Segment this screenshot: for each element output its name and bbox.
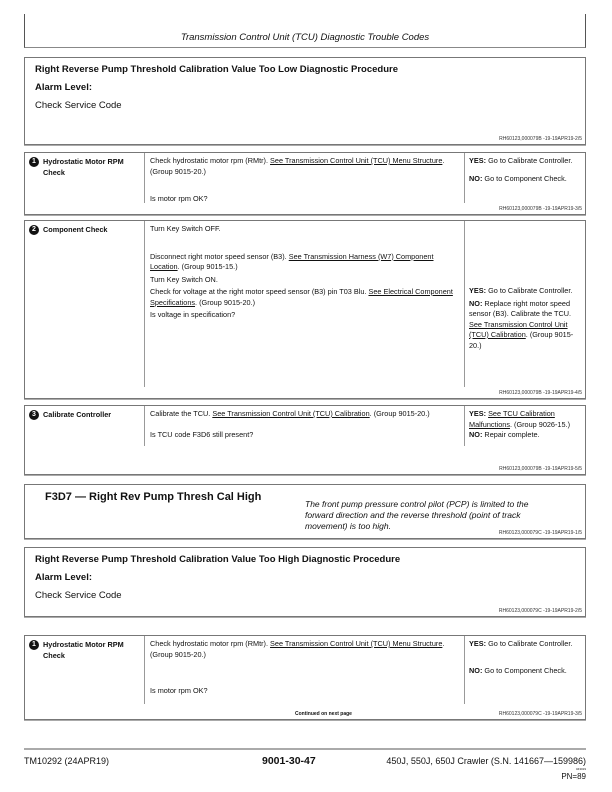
page-number: 9001-30-47 (262, 755, 316, 767)
procedure-low-header (24, 57, 586, 145)
dtc-description: The front pump pressure control pilot (PCP) is limited to the forward direction and the reverse threshold (point of track movement) is too high. (305, 499, 529, 531)
page-header (24, 14, 586, 48)
yes-label: YES: (469, 156, 487, 165)
no-label: NO: (469, 430, 483, 439)
group-ref: . (Group 9015-20.) (469, 330, 574, 350)
link-electrical-specs[interactable]: See Electrical Component Specifications (150, 287, 453, 307)
yes-label: YES: (469, 409, 487, 418)
footer-code: 043019 (575, 767, 586, 771)
step-label: Hydrostatic Motor RPM Check (43, 640, 124, 660)
step-3-low (24, 405, 586, 475)
alarm-level-label: Alarm Level: (35, 572, 93, 583)
reference-code: RH60123,000079B -19-19APR19-2/5 (499, 136, 582, 142)
reference-code: RH60123,000079C -19-19APR19-2/5 (498, 608, 582, 614)
step-question: Is motor rpm OK? (150, 194, 208, 203)
yes-label: YES: (469, 286, 487, 295)
alarm-level-label: Alarm Level: (35, 82, 93, 93)
link-menu-structure[interactable]: See Transmission Control Unit (TCU) Menu Structure (270, 156, 443, 165)
reference-code: RH60123,000079B -19-19APR19-3/5 (499, 206, 582, 212)
step-question: Is TCU code F3D6 still present? (150, 429, 254, 439)
step-instruction: Disconnect right motor speed sensor (B3). (150, 251, 287, 261)
yes-action: Go to Calibrate Controller. (488, 286, 573, 295)
step-label: Calibrate Controller (43, 410, 112, 419)
step-1-high (24, 635, 586, 720)
no-action: Repair complete. (484, 430, 540, 439)
pn-number: PN=89 (561, 772, 586, 781)
step-number-icon: 1 (29, 157, 39, 167)
no-action: Go to Component Check. (484, 173, 567, 183)
step-label: Hydrostatic Motor RPM Check (43, 157, 124, 177)
f3d7-section (24, 484, 586, 539)
group-ref: . (Group 9026-15.) (509, 419, 570, 429)
group-ref: . (Group 9015-20.) (150, 639, 445, 659)
reference-code: RH60123,000079C -19-19APR19-3/5 (498, 711, 582, 717)
alarm-level-value: Check Service Code (35, 590, 122, 601)
step-instruction: Turn Key Switch OFF. (150, 224, 221, 233)
step-2-low (24, 220, 586, 399)
link-tcu-calibration[interactable]: See Transmission Control Unit (TCU) Calibration (212, 409, 370, 418)
link-tcu-calibration[interactable]: See Transmission Control Unit (TCU) Calibration (469, 319, 568, 339)
step-instruction: Check hydrostatic motor rpm (RMtr). (150, 639, 268, 648)
continued-note: Continued on next page (295, 711, 352, 717)
step-instruction: Calibrate the TCU. (150, 409, 211, 418)
no-action: Go to Component Check. (484, 665, 567, 675)
no-action: Replace right motor speed sensor (B3). Calibrate the TCU. (469, 298, 572, 318)
step-1-low (24, 152, 586, 215)
group-ref: . (Group 9015-20.) (369, 409, 430, 418)
page-footer (24, 748, 586, 781)
step-question: Is voltage in specification? (150, 310, 236, 319)
reference-code: RH60123,000079C -19-19APR19-1/5 (498, 530, 582, 536)
no-label: NO: (469, 665, 483, 675)
yes-action: Go to Calibrate Controller. (488, 639, 573, 648)
dtc-title: F3D7 — Right Rev Pump Thresh Cal High (45, 491, 262, 503)
step-instruction: Check hydrostatic motor rpm (RMtr). (150, 156, 268, 165)
step-number-icon: 1 (29, 640, 39, 650)
alarm-level-value: Check Service Code (35, 100, 122, 111)
yes-action: Go to Calibrate Controller. (488, 156, 573, 165)
model-info: 450J, 550J, 650J Crawler (S.N. 141667—159986) (386, 756, 586, 766)
link-calibration-malfunctions[interactable]: See TCU Calibration Malfunctions (469, 409, 555, 429)
step-instruction: Turn Key Switch ON. (150, 274, 218, 284)
no-label: NO: (469, 173, 483, 183)
link-menu-structure[interactable]: See Transmission Control Unit (TCU) Menu Structure (270, 639, 443, 648)
step-question: Is motor rpm OK? (150, 686, 208, 695)
step-instruction: Check for voltage at the right motor speed sensor (B3) pin T03 Blu. (150, 287, 367, 296)
step-number-icon: 2 (29, 225, 39, 235)
reference-code: RH60123,000079B -19-19APR19-4/5 (499, 390, 582, 396)
procedure-high-header (24, 547, 586, 617)
no-label: NO: (469, 298, 483, 308)
header-title: Transmission Control Unit (TCU) Diagnostic Trouble Codes (180, 32, 430, 43)
reference-code: RH60123,000079B -19-19APR19-5/5 (499, 466, 582, 472)
yes-label: YES: (469, 639, 487, 648)
step-label: Component Check (43, 225, 108, 234)
group-ref: . (Group 9015-20.) (195, 297, 256, 307)
link-harness-location[interactable]: See Transmission Harness (W7) Component Location (150, 251, 434, 271)
group-ref: . (Group 9015-15.) (177, 262, 238, 271)
procedure-title: Right Reverse Pump Threshold Calibration Value Too High Diagnostic Procedure (35, 554, 401, 565)
step-number-icon: 3 (29, 410, 39, 420)
procedure-title: Right Reverse Pump Threshold Calibration Value Too Low Diagnostic Procedure (35, 64, 398, 75)
document-number: TM10292 (24APR19) (24, 756, 110, 766)
group-ref: . (Group 9015-20.) (150, 156, 445, 176)
